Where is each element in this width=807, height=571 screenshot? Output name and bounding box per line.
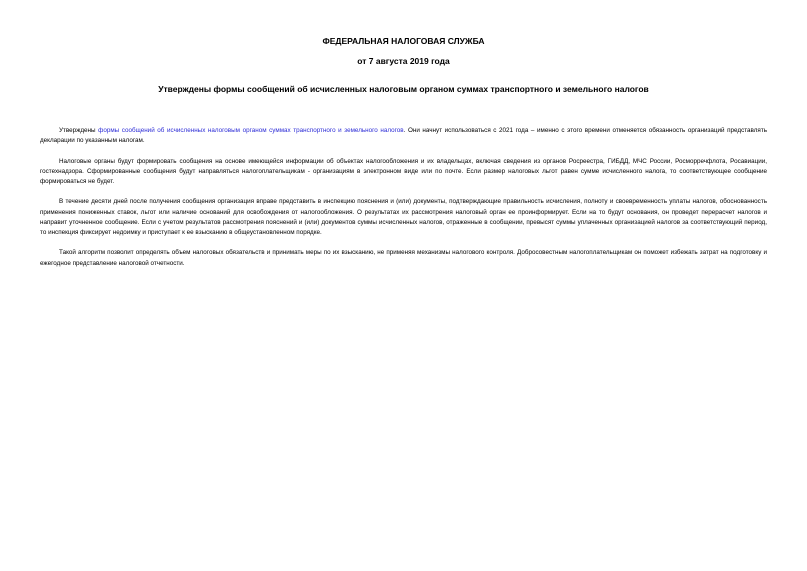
document-date: от 7 августа 2019 года bbox=[357, 56, 450, 66]
paragraph-4: Такой алгоритм позволит определять объем налоговых обязательств и принимать меры по их взысканию, не применяя механизмы налогового контроля. Добросовестным налогоплательщикам он поможет избежать затрат на подготовку и ежегодное представление налоговой отчетности. bbox=[40, 249, 767, 267]
paragraph-1 bbox=[40, 126, 767, 146]
document-body bbox=[40, 126, 767, 279]
paragraph-1-lead: Утверждены bbox=[59, 127, 99, 134]
forms-link[interactable]: формы сообщений об исчисленных налоговым органом суммах транспортного и земельного налогов bbox=[98, 127, 404, 134]
agency-heading: ФЕДЕРАЛЬНАЯ НАЛОГОВАЯ СЛУЖБА bbox=[322, 36, 485, 46]
paragraph-3: В течение десяти дней после получения сообщения организация вправе представить в инспекцию пояснения и (или) документы, подтверждающие правильность исчисления, полноту и своевременность уплаты налогов, обоснованность применения пониженных ставок, льгот или наличие оснований для освобождения от налогообложения. О результатах их рассмотрения налоговый орган ее проинформирует. Если на то будут основания, он проведет перерасчет налогов и направит уточненное сообщение. Если с учетом результатов рассмотрения пояснений и (или) документов суммы исчисленных налогов, отраженные в сообщении, превысят суммы уплаченных организацией налогов за соответствующий период, то инспекция фиксирует недоимку и приступает к ее взысканию в общеустановленном порядке. bbox=[40, 198, 767, 236]
paragraph-2: Налоговые органы будут формировать сообщения на основе имеющейся информации об объектах налогообложения и их владельцах, включая сведения из органов Росреестра, ГИБДД, МЧС России, Росморречфлота, Росавиации, гостехнадзора. Сформированные сообщения будут направляться налогоплательщикам - организациям в электронном виде или по почте. Если размер налоговых льгот равен сумме исчисленного налога, то соответствующее сообщение формироваться не будет. bbox=[40, 157, 767, 185]
document-title: Утверждены формы сообщений об исчисленных налоговым органом суммах транспортного и земельного налогов bbox=[158, 84, 649, 94]
paragraph-1-rest: . Они начнут использоваться с 2021 года – именно с этого времени отменяется обязанность организаций представлять декларации по указанным налогам. bbox=[40, 127, 767, 145]
